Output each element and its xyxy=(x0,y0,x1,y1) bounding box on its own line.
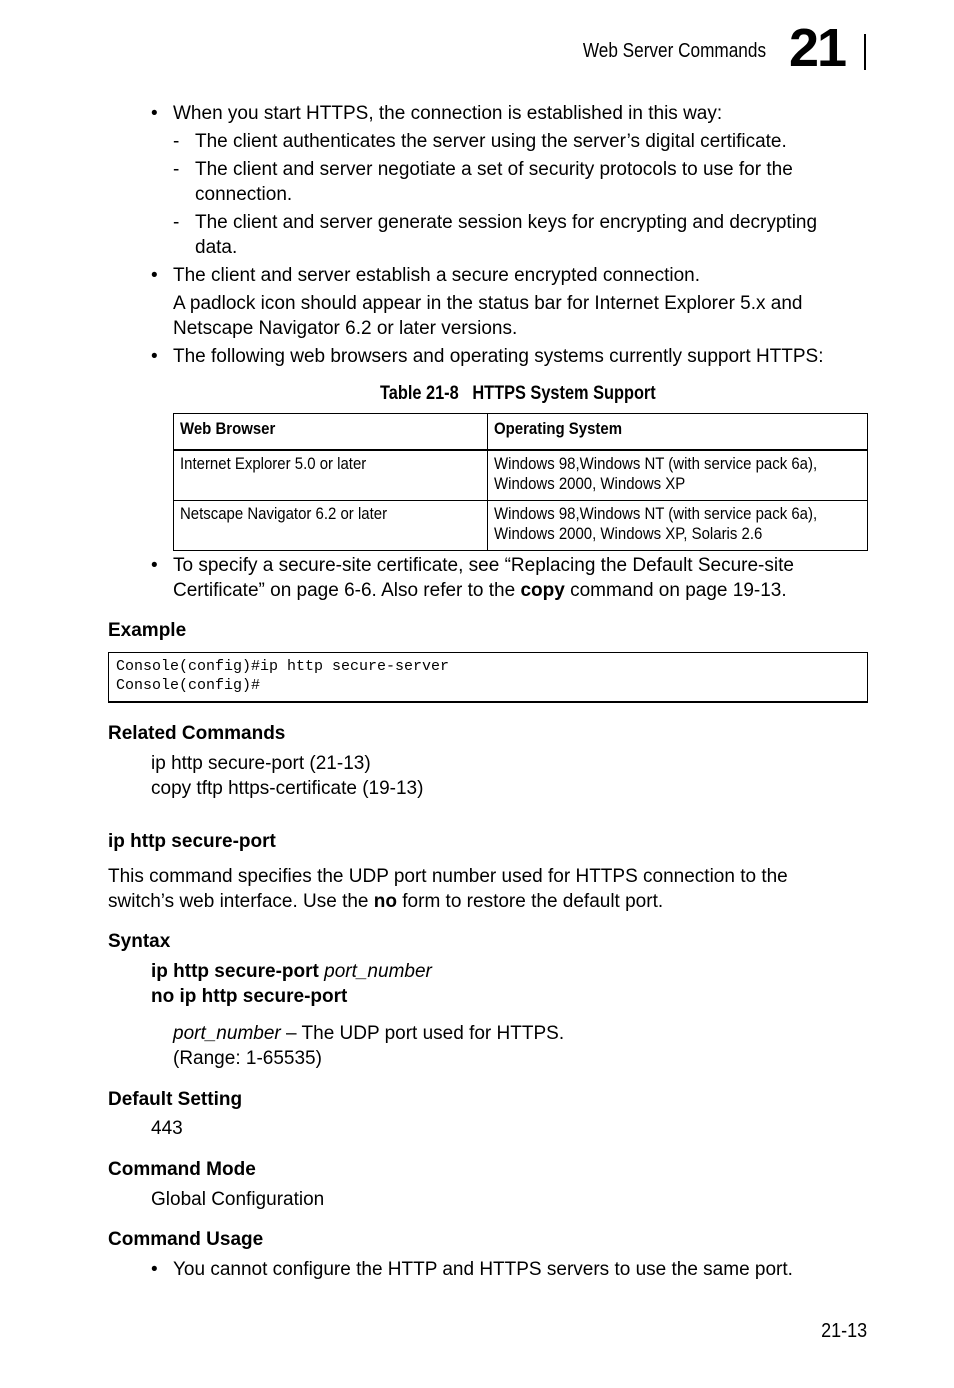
command-description: This command specifies the UDP port number used for HTTPS connection to the xyxy=(108,866,788,887)
command-reference: copy xyxy=(520,580,565,601)
table-row xyxy=(174,450,868,501)
usage-bullet-text: You cannot configure the HTTP and HTTPS servers to use the same port. xyxy=(173,1259,793,1280)
note-text: A padlock icon should appear in the status bar for Internet Explorer 5.x and xyxy=(173,293,803,314)
table-cell-browser: Internet Explorer 5.0 or later xyxy=(174,450,488,501)
section-heading-example: Example xyxy=(108,620,187,641)
running-header-title: Web Server Commands xyxy=(582,40,766,62)
table-cell-browser: Netscape Navigator 6.2 or later xyxy=(174,501,488,551)
page-number: 21-13 xyxy=(820,1320,867,1342)
table-header-row xyxy=(174,414,868,451)
bullet-icon: • xyxy=(151,103,158,124)
command-description: switch’s web interface. Use the no form to restore the default port. xyxy=(108,891,664,912)
dash-icon: - xyxy=(173,131,180,152)
code-example-box xyxy=(108,652,868,703)
related-command: copy tftp https-certificate (19-13) xyxy=(151,778,424,799)
chapter-divider xyxy=(864,34,866,70)
dash-icon: - xyxy=(173,159,180,180)
default-value: 443 xyxy=(151,1118,183,1139)
parameter-range: (Range: 1-65535) xyxy=(173,1048,322,1069)
table-row xyxy=(174,501,868,551)
bullet-icon: • xyxy=(151,346,158,367)
bullet-text: When you start HTTPS, the connection is established in this way: xyxy=(173,103,723,124)
code-line: Console(config)#ip http secure-server xyxy=(116,658,450,675)
code-line: Console(config)# xyxy=(116,677,261,694)
bullet-icon: • xyxy=(151,265,158,286)
note-text: Netscape Navigator 6.2 or later versions. xyxy=(173,318,518,339)
table-cell-os: Windows 98,Windows NT (with service pack 6a), Windows 2000, Windows XP xyxy=(487,450,867,501)
syntax-line: no ip http secure-port xyxy=(151,986,348,1007)
bullet-text: Certificate” on page 6-6. Also refer to the copy command on page 19-13. xyxy=(173,580,787,601)
table-caption: Table 21-8 HTTPS System Support xyxy=(380,383,656,404)
parameter-description: port_number – The UDP port used for HTTPS. xyxy=(173,1023,565,1044)
bullet-icon: • xyxy=(151,555,158,576)
sub-bullet-text: The client and server generate session keys for encrypting and decrypting xyxy=(195,212,818,233)
command-title: ip http secure-port xyxy=(108,831,276,852)
command-mode-value: Global Configuration xyxy=(151,1189,325,1210)
bullet-text: The following web browsers and operating systems currently support HTTPS: xyxy=(173,346,824,367)
section-heading-related-commands: Related Commands xyxy=(108,723,286,744)
dash-icon: - xyxy=(173,212,180,233)
section-heading-command-usage: Command Usage xyxy=(108,1229,264,1250)
keyword-no: no xyxy=(373,891,397,912)
section-heading-syntax: Syntax xyxy=(108,931,171,952)
related-command: ip http secure-port (21-13) xyxy=(151,753,371,774)
column-header-web-browser: Web Browser xyxy=(174,414,488,451)
column-header-operating-system: Operating System xyxy=(487,414,867,451)
sub-bullet-text: connection. xyxy=(195,184,293,205)
section-heading-command-mode: Command Mode xyxy=(108,1159,256,1180)
bullet-icon: • xyxy=(151,1259,158,1280)
bullet-text: To specify a secure-site certificate, see “Replacing the Default Secure-site xyxy=(173,555,794,576)
https-support-table xyxy=(173,413,868,551)
section-heading-default-setting: Default Setting xyxy=(108,1089,243,1110)
sub-bullet-text: data. xyxy=(195,237,238,258)
syntax-line: ip http secure-port port_number xyxy=(151,961,432,982)
bullet-text: The client and server establish a secure encrypted connection. xyxy=(173,265,701,286)
table-cell-os: Windows 98,Windows NT (with service pack 6a), Windows 2000, Windows XP, Solaris 2.6 xyxy=(487,501,867,551)
sub-bullet-text: The client authenticates the server using the server’s digital certificate. xyxy=(195,131,787,152)
chapter-number: 21 xyxy=(789,18,846,78)
sub-bullet-text: The client and server negotiate a set of security protocols to use for the xyxy=(195,159,793,180)
